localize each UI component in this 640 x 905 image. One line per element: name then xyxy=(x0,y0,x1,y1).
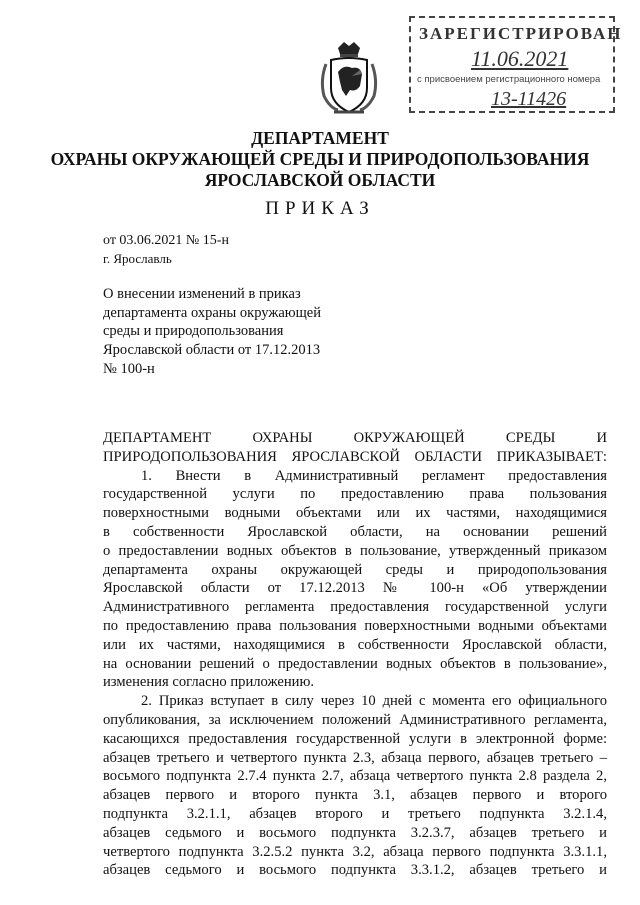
org-line-3: ЯРОСЛАВСКОЙ ОБЛАСТИ xyxy=(204,170,436,190)
body-line: подпункта 3.2.1.1, абзацев второго и третьего подпункта 3.2.1.4, xyxy=(103,805,607,822)
department-heading xyxy=(0,128,640,191)
date-number: от 03.06.2021 № 15-н xyxy=(103,233,229,248)
stamp-subtitle: с присвоением регистрационного номера xyxy=(417,74,601,85)
subject-line: департамента охраны окружающей xyxy=(103,304,321,321)
subject-line: среды и природопользования xyxy=(103,323,284,340)
body-line: департамента охраны окружающей среды и природопользования xyxy=(103,561,607,578)
body-line: поверхностными водными объектами или их частями, находящимися xyxy=(103,505,607,522)
body-line: ДЕПАРТАМЕНТ ОХРАНЫ ОКРУЖАЮЩЕЙ СРЕДЫ И xyxy=(103,430,607,446)
body-line: четвертого подпункта 3.2.5.2 пункта 3.2, абзаца первого подпункта 3.3.1.1, xyxy=(103,843,607,860)
body-line: абзацев седьмого и восьмого подпункта 3.3.1.2, абзацев третьего и xyxy=(103,862,607,879)
body-line: Ярославской области от 17.12.2013 № 100-н «Об утверждении xyxy=(103,580,607,597)
body-line: государственной услуги по предоставлению права пользования xyxy=(103,486,607,503)
body-line: в собственности Ярославской области, на основании решений xyxy=(103,523,607,540)
subject-line: Ярославской области от 17.12.2013 xyxy=(103,342,321,359)
org-line-1: ДЕПАРТАМЕНТ xyxy=(251,128,389,148)
body-line: о предоставлении водных объектов в пользование, утвержденный приказом xyxy=(103,542,607,559)
body-line: Административного регламента предоставления государственной услуги xyxy=(103,599,607,616)
body-line: абзацев третьего и четвертого пункта 2.3, абзаца первого, абзацев третьего – xyxy=(103,749,607,766)
document-meta xyxy=(103,232,229,268)
body-line: абзацев седьмого и восьмого подпункта 3.2.3.7, абзацев третьего и xyxy=(103,824,607,841)
body-line: восьмого подпункта 2.7.4 пункта 2.7, абзаца четвертого пункта 2.8 раздела 2, xyxy=(103,768,607,785)
body-line: 1. Внести в Административный регламент предоставления xyxy=(141,467,607,484)
stamp-date: 11.06.2021 xyxy=(471,46,569,71)
subject-line: № 100-н xyxy=(103,360,155,377)
stamp-title: ЗАРЕГИСТРИРОВАН xyxy=(419,24,623,43)
subject-block xyxy=(103,285,363,379)
city: г. Ярославль xyxy=(103,251,172,266)
stamp-number: 13-11426 xyxy=(491,88,567,110)
body-line: или их частями, находящимися в собственности Ярославской области, xyxy=(103,636,607,653)
order-body xyxy=(103,429,607,880)
body-line: изменения согласно приложению. xyxy=(103,674,315,691)
registration-stamp xyxy=(409,16,623,113)
body-line: опубликования, за исключением положений Административного регламента, xyxy=(103,711,607,728)
body-line: абзацев первого и второго пункта 3.1, абзацев первого и второго xyxy=(103,787,607,804)
body-line: по предоставлению права пользования поверхностными водными объектами xyxy=(103,617,607,634)
body-line: на основании решений о предоставлении водных объектов в пользование», xyxy=(103,655,607,672)
org-line-2: ОХРАНЫ ОКРУЖАЮЩЕЙ СРЕДЫ И ПРИРОДОПОЛЬЗОВАНИЯ xyxy=(50,149,590,169)
subject-line: О внесении изменений в приказ xyxy=(103,286,301,302)
body-line: ПРИРОДОПОЛЬЗОВАНИЯ ЯРОСЛАВСКОЙ ОБЛАСТИ ПРИКАЗЫВАЕТ: xyxy=(103,448,607,465)
document-type: ПРИКАЗ xyxy=(265,198,375,219)
coat-of-arms-icon xyxy=(316,40,382,116)
body-line: 2. Приказ вступает в силу через 10 дней с момента его официального xyxy=(141,693,607,710)
body-line: касающихся предоставления государственной услуги в электронной форме: xyxy=(103,730,607,747)
